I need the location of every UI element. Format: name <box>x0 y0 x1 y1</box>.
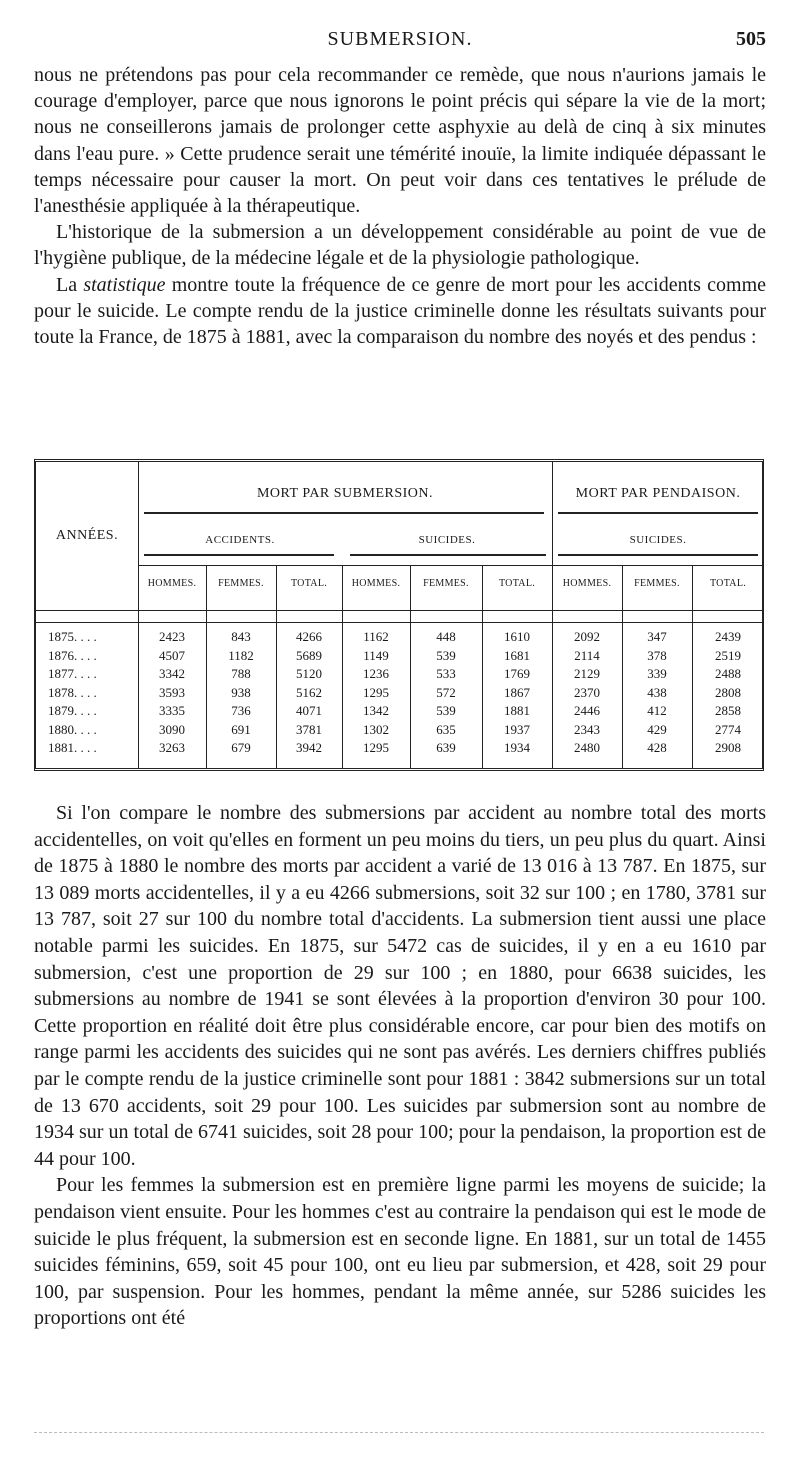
row-year: 1881. . . . <box>48 740 97 755</box>
table-cell: 378 <box>647 647 667 663</box>
table-cell: 428 <box>647 740 667 755</box>
table-rule <box>36 610 762 611</box>
column-header: TOTAL. <box>290 578 328 589</box>
table-cell: 639 <box>436 740 456 755</box>
table-cell: 1769 <box>504 666 530 681</box>
subheader-suicides: SUICIDES. <box>418 534 476 546</box>
table-cell: 2129 <box>574 666 600 681</box>
column-header: FEMMES. <box>423 578 469 589</box>
group-header-submersion: MORT PAR SUBMERSION. <box>256 486 434 501</box>
table-cell: 1182 <box>228 647 254 663</box>
table-cell: 635 <box>436 721 456 737</box>
paragraph-continuation: nous ne prétendons pas pour cela recommander ce remède, que nous n'aurions jamais le courage d'employer, parce que nous ignorons le point précis qui sépare la vie de la mort; nous ne conseillerons jamais de prolonger cette asphyxie au delà de cinq à six minutes dans l'eau pure. » Cette prudence serait une témérité inouïe, la limite indiquée dépassant le temps nécessaire pour causer la mort. On peut voir dans ces tentatives le prélude de l'anesthésie appliquée à la thérapeutique. <box>34 64 766 218</box>
row-year: 1875. . . . <box>48 629 97 644</box>
group-rule <box>144 512 544 514</box>
table-cell: 843 <box>231 629 251 644</box>
paragraph-historique: L'historique de la submersion a un développement considérable au point de vue de l'hygiène publique, de la médecine légale et de la physiologie pathologique. <box>34 221 766 270</box>
subgroup-rule <box>350 554 546 556</box>
column-header: TOTAL. <box>709 578 747 589</box>
bottom-text-block <box>34 800 766 1332</box>
subheader-suicides-pendaison: SUICIDES. <box>629 534 687 546</box>
table-cell: 1295 <box>363 684 389 700</box>
table-cell: 736 <box>231 703 251 718</box>
table-cell: 691 <box>231 721 251 737</box>
column-header: FEMMES. <box>634 578 680 589</box>
table-cell: 5689 <box>296 647 322 663</box>
group-rule <box>558 512 758 514</box>
table-rule <box>138 565 762 566</box>
table-cell: 2488 <box>715 666 741 681</box>
paragraph-femmes: Pour les femmes la submersion est en première ligne parmi les moyens de suicide; la pendaison vient ensuite. Pour les hommes c'est au contraire la pendaison qui est le mode de suicide le plus fréquent, la submersion est en seconde ligne. En 1881, sur un total de 1455 suicides féminins, 659, soit 45 pour 100, ont eu lieu par submersion, et 428, soit 29 pour 100, par suspension. Pour les hommes, pendant la même année, sur 5286 suicides les proportions ont été <box>34 1174 766 1330</box>
subheader-accidents: ACCIDENTS. <box>205 534 275 546</box>
table-cell: 572 <box>436 684 456 700</box>
table-cell: 5120 <box>296 666 322 681</box>
table-cell: 4071 <box>296 703 322 718</box>
table-cell: 2370 <box>574 684 600 700</box>
table-cell: 3335 <box>159 703 185 718</box>
table-cell: 1295 <box>363 740 389 755</box>
table-rule <box>36 622 762 623</box>
row-year: 1877. . . . <box>48 666 97 681</box>
table-cell: 1162 <box>363 629 389 644</box>
table-cell: 4266 <box>296 629 322 644</box>
paragraph-statistique <box>34 272 766 351</box>
statistics-table <box>34 459 764 771</box>
page-number: 505 <box>736 28 766 50</box>
table-cell: 339 <box>647 666 667 681</box>
row-year: 1879. . . . <box>48 703 97 718</box>
stat-rest: montre toute la fréquence de ce genre de mort pour les accidents comme pour le suicide. Le compte rendu de la justice criminelle donne les résultats suivants pour toute la France, de 1875 à 1881, avec la comparaison du nombre des noyés et des pendus : <box>34 273 767 349</box>
running-title: SUBMERSION. <box>327 28 473 50</box>
table-cell: 1236 <box>363 666 389 681</box>
table-cell: 2446 <box>574 703 600 718</box>
years-header: ANNÉES. <box>55 528 119 543</box>
table-cell: 1681 <box>504 647 530 663</box>
subgroup-rule <box>144 554 334 556</box>
table-cell: 3090 <box>159 721 185 737</box>
table-cell: 1881 <box>504 703 530 718</box>
table-cell: 533 <box>436 666 456 681</box>
table-cell: 2114 <box>574 647 600 663</box>
stat-prefix: La <box>56 273 84 296</box>
footer-rule <box>34 1432 764 1433</box>
top-text-block <box>34 62 766 350</box>
table-cell: 3593 <box>159 684 185 700</box>
page-header <box>34 28 766 58</box>
table-cell: 429 <box>647 721 667 737</box>
table-cell: 1342 <box>363 703 389 718</box>
column-header: HOMMES. <box>562 578 612 589</box>
row-year: 1876. . . . <box>48 647 97 663</box>
table-cell: 2908 <box>715 740 741 755</box>
table-cell: 2858 <box>715 703 741 718</box>
table-cell: 1610 <box>504 629 530 644</box>
column-header: HOMMES. <box>351 578 401 589</box>
table-cell: 788 <box>231 666 251 681</box>
table-cell: 1934 <box>504 740 530 755</box>
table-cell: 2439 <box>715 629 741 644</box>
column-header: TOTAL. <box>498 578 536 589</box>
subgroup-rule <box>558 554 758 556</box>
table-cell: 2519 <box>715 647 741 663</box>
table-cell: 2423 <box>159 629 185 644</box>
row-year: 1878. . . . <box>48 684 97 700</box>
table-cell: 1302 <box>363 721 389 737</box>
table-cell: 938 <box>231 684 251 700</box>
table-cell: 1867 <box>504 684 530 700</box>
table-cell: 539 <box>436 703 456 718</box>
column-header: FEMMES. <box>218 578 264 589</box>
table-cell: 1149 <box>363 647 389 663</box>
table-cell: 3263 <box>159 740 185 755</box>
table-cell: 3781 <box>296 721 322 737</box>
table-cell: 5162 <box>296 684 322 700</box>
table-cell: 539 <box>436 647 456 663</box>
row-year: 1880. . . . <box>48 721 97 737</box>
table-cell: 2808 <box>715 684 741 700</box>
table-cell: 347 <box>647 629 667 644</box>
table-cell: 4507 <box>159 647 185 663</box>
table-cell: 2092 <box>574 629 600 644</box>
table-cell: 448 <box>436 629 456 644</box>
table-cell: 2343 <box>574 721 600 737</box>
table-cell: 1937 <box>504 721 530 737</box>
table-cell: 2480 <box>574 740 600 755</box>
table-cell: 438 <box>647 684 667 700</box>
column-header: HOMMES. <box>147 578 197 589</box>
table-cell: 2774 <box>715 721 741 737</box>
table-cell: 412 <box>647 703 667 718</box>
group-header-pendaison: MORT PAR PENDAISON. <box>575 486 741 501</box>
table-cell: 679 <box>231 740 251 755</box>
table-cell: 3342 <box>159 666 185 681</box>
paragraph-comparaison: Si l'on compare le nombre des submersions par accident au nombre total des morts accidentelles, on voit qu'elles en forment un peu moins du tiers, un peu plus du quart. Ainsi de 1875 à 1880 le nombre des morts par accident a varié de 13 016 à 13 787. En 1875, sur 13 089 morts accidentelles, il y a eu 4266 submersions, soit 32 sur 100 ; en 1780, 3781 sur 13 787, soit 27 sur 100 du nombre total d'accidents. La submersion tient aussi une place notable parmi les suicides. En 1875, sur 5472 cas de suicides, il y en a eu 1610 par submersion, c'est une proportion de 29 sur 100 ; en 1880, pour 6638 suicides, les submersions au nombre de 1941 se sont élevées à la proportion d'environ 30 pour 100. Cette proportion en réalité doit être plus considérable encore, car pour bien des motifs on range parmi les accidents des suicides qui ne sont pas avérés. Les derniers chiffres publiés par le compte rendu de la justice criminelle sont pour 1881 : 3842 submersions sur un total de 13 670 accidents, soit 29 pour 100. Les suicides par submersion sont au nombre de 1934 sur un total de 6741 suicides, soit 28 pour 100; pour la pendaison, la proportion est de 44 pour 100. <box>34 802 766 1170</box>
stat-emphasis: statistique <box>83 273 166 296</box>
table-cell: 3942 <box>296 740 322 755</box>
